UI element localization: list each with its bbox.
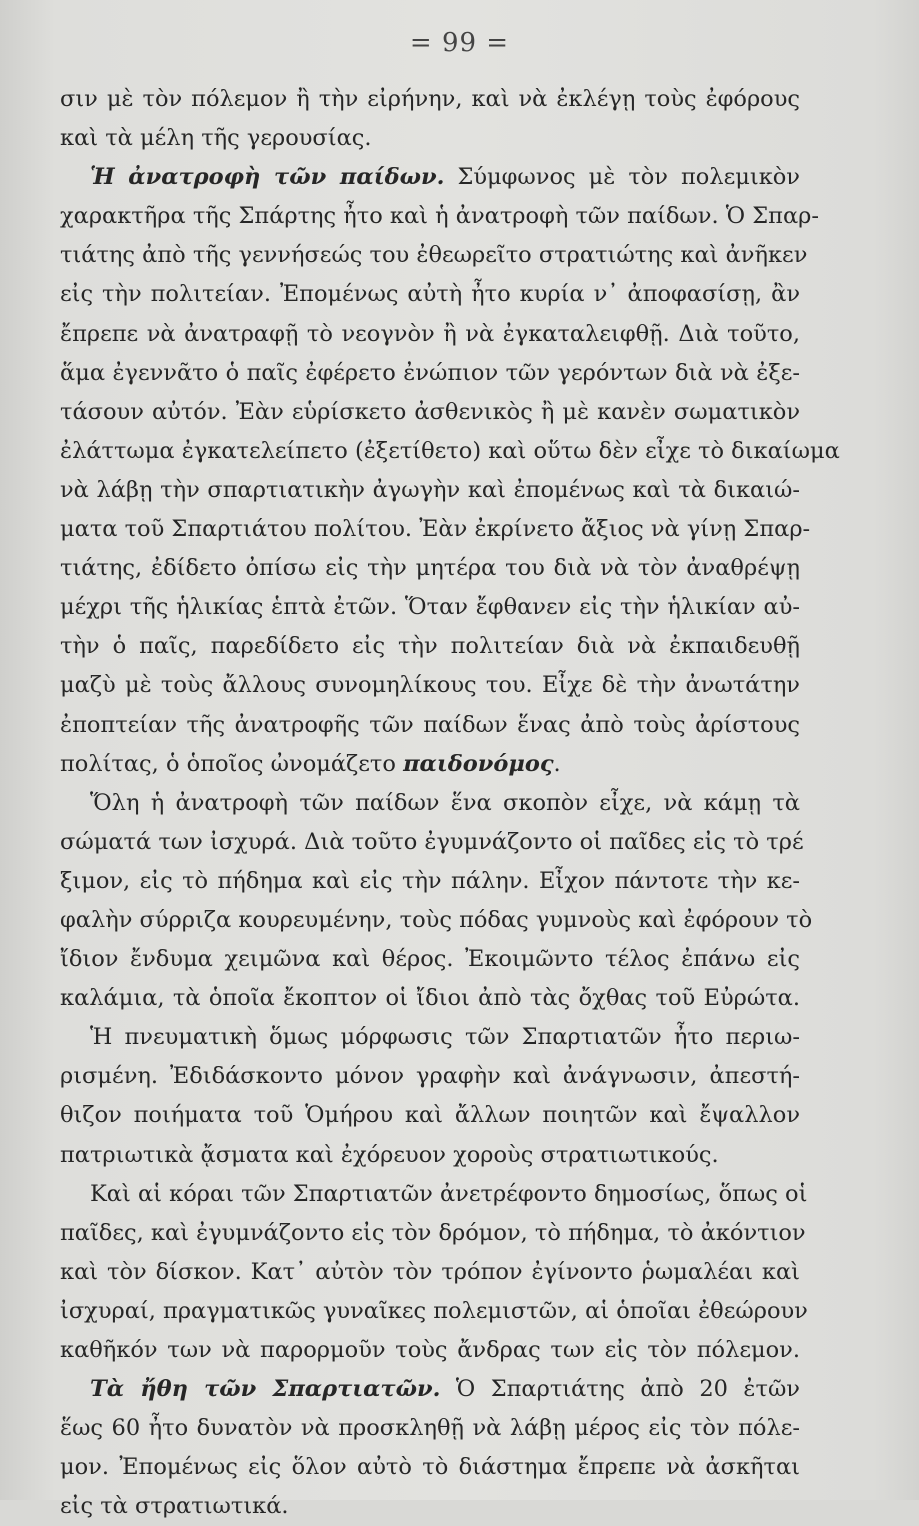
line-text: τὴν ὁ παῖς, παρεδίδετο εἰς τὴν πολιτείαν διὰ νὰ ἐκπαιδευθῇ (60, 633, 800, 660)
line-text: τιάτης ἀπὸ τῆς γεννήσεώς του ἐθεωρεῖτο στρατιώτης καὶ ἀνῆκεν (60, 242, 808, 269)
text-line (60, 1370, 800, 1409)
line-text: εἰς τὴν πολιτείαν. Ἐπομένως αὐτὴ ἦτο κυρία ν᾽ ἀποφασίσῃ, ἂν (60, 281, 800, 308)
line-text: μέχρι τῆς ἡλικίας ἑπτὰ ἐτῶν. Ὅταν ἔφθανεν εἰς τὴν ἡλικίαν αὐ- (60, 594, 800, 621)
section-heading: Ἡ ἀνατροφὴ τῶν παίδων. (90, 164, 445, 191)
text-line (60, 119, 800, 158)
text-line (60, 1136, 800, 1175)
text-line (60, 549, 800, 588)
text-line (60, 80, 800, 119)
text-line (60, 393, 800, 432)
page-number: = 99 = (409, 28, 510, 58)
line-text: μαζὺ μὲ τοὺς ἄλλους συνομηλίκους του. Εἶχε δὲ τὴν ἀνωτάτην (60, 672, 800, 699)
text-line (60, 823, 804, 862)
line-text: Σύμφωνος μὲ τὸν πολεμικὸν (444, 164, 800, 191)
line-text: πατριωτικὰ ᾄσματα καὶ ἐχόρευον χοροὺς στρατιωτικούς. (60, 1141, 719, 1168)
text-line (60, 1409, 800, 1448)
text-line (60, 315, 800, 354)
text-line (60, 979, 800, 1018)
line-text: ἴδιον ἔνδυμα χειμῶνα καὶ θέρος. Ἐκοιμῶντο τέλος ἐπάνω εἰς (60, 946, 800, 973)
text-line (60, 236, 808, 275)
text-line (60, 510, 811, 549)
text-line (60, 354, 800, 393)
line-text: παῖδες, καὶ ἐγυμνάζοντο εἰς τὸν δρόμον, τὸ πήδημα, τὸ ἀκόντιον (60, 1219, 806, 1246)
section-heading: Τὰ ἤθη τῶν Σπαρτιατῶν. (90, 1376, 441, 1403)
line-text: πολίτας, ὁ ὁποῖος ὠνομάζετο (60, 750, 404, 777)
line-text: Ὅλη ἡ ἀνατροφὴ τῶν παίδων ἕνα σκοπὸν εἶχε, νὰ κάμῃ τὰ (90, 789, 800, 816)
text-line (60, 1175, 808, 1214)
emphasized-term: παιδονόμος (403, 750, 554, 777)
line-text: Ὁ Σπαρτιάτης ἀπὸ 20 ἐτῶν (440, 1376, 800, 1403)
line-text: ἕως 60 ἦτο δυνατὸν νὰ προσκληθῇ νὰ λάβῃ μέρος εἰς τὸν πόλε- (60, 1415, 800, 1442)
line-text: σώματά των ἰσχυρά. Διὰ τοῦτο ἐγυμνάζοντο οἱ παῖδες εἰς τὸ τρέ (60, 828, 804, 855)
text-line (60, 197, 819, 236)
line-text: ματα τοῦ Σπαρτιάτου πολίτου. Ἐὰν ἐκρίνετο ἄξιος νὰ γίνῃ Σπαρ- (60, 516, 811, 543)
line-text: μον. Ἐπομένως εἰς ὅλον αὐτὸ τὸ διάστημα ἔπρεπε νὰ ἀσκῆται (60, 1454, 800, 1481)
text-line (60, 1487, 800, 1526)
line-text: καλάμια, τὰ ὁποῖα ἔκοπτον οἱ ἴδιοι ἀπὸ τὰς ὄχθας τοῦ Εὐρώτα. (60, 985, 800, 1012)
line-text: ἐλάττωμα ἐγκατελείπετο (ἐξετίθετο) καὶ οὕτω δὲν εἶχε τὸ δικαίωμα (60, 437, 840, 464)
line-text: τιάτης, ἐδίδετο ὀπίσω εἰς τὴν μητέρα του διὰ νὰ τὸν ἀναθρέψῃ (60, 555, 800, 582)
text-line (60, 940, 800, 979)
line-text: Ἡ πνευματικὴ ὅμως μόρφωσις τῶν Σπαρτιατῶν ἦτο περιω- (90, 1024, 800, 1051)
text-line (60, 1331, 800, 1370)
line-text: ρισμένη. Ἐδιδάσκοντο μόνον γραφὴν καὶ ἀνάγνωσιν, ἀπεστή- (60, 1063, 800, 1090)
text-line (60, 1292, 808, 1331)
line-text: Καὶ αἱ κόραι τῶν Σπαρτιατῶν ἀνετρέφοντο δημοσίως, ὅπως οἱ (90, 1180, 808, 1207)
line-text: σιν μὲ τὸν πόλεμον ἢ τὴν εἰρήνην, καὶ νὰ ἐκλέγῃ τοὺς ἐφόρους (60, 86, 800, 112)
text-line (60, 1214, 806, 1253)
text-line (60, 901, 813, 940)
line-text: εἰς τὰ στρατιωτικά. (60, 1493, 289, 1520)
line-text: τάσουν αὐτόν. Ἐὰν εὑρίσκετο ἀσθενικὸς ἢ μὲ κανὲν σωματικὸν (60, 398, 800, 425)
body-text (60, 80, 840, 1526)
text-line (60, 784, 800, 823)
line-text: θιζον ποιήματα τοῦ Ὁμήρου καὶ ἄλλων ποιητῶν καὶ ἔψαλλον (60, 1102, 800, 1129)
line-text: ἰσχυραί, πραγματικῶς γυναῖκες πολεμιστῶν, αἱ ὁποῖαι ἐθεώρουν (60, 1297, 808, 1324)
text-line (60, 1096, 800, 1135)
line-text: καὶ τὰ μέλη τῆς γερουσίας. (60, 125, 372, 152)
text-line (60, 158, 800, 197)
text-line (60, 745, 800, 784)
line-text: νὰ λάβῃ τὴν σπαρτιατικὴν ἀγωγὴν καὶ ἐπομένως καὶ τὰ δικαιώ- (60, 476, 800, 503)
line-text: ἐποπτείαν τῆς ἀνατροφῆς τῶν παίδων ἕνας ἀπὸ τοὺς ἀρίστους (60, 711, 800, 738)
text-line (60, 627, 800, 666)
line-text: καὶ τὸν δίσκον. Κατ᾽ αὐτὸν τὸν τρόπον ἐγίνοντο ῥωμαλέαι καὶ (60, 1258, 800, 1285)
line-text: ἔπρεπε νὰ ἀνατραφῇ τὸ νεογνὸν ἢ νὰ ἐγκαταλειφθῇ. Διὰ τοῦτο, (60, 320, 800, 347)
text-line (60, 666, 800, 705)
text-line (60, 471, 800, 510)
text-line (60, 432, 840, 471)
line-tail: . (553, 750, 561, 777)
text-line (60, 275, 800, 314)
text-line (60, 862, 800, 901)
text-line (60, 1057, 800, 1096)
text-line (60, 706, 800, 745)
text-line (60, 1448, 800, 1487)
line-text: ἅμα ἐγεννᾶτο ὁ παῖς ἐφέρετο ἐνώπιον τῶν γερόντων διὰ νὰ ἐξε- (60, 359, 800, 386)
line-text: χαρακτῆρα τῆς Σπάρτης ἦτο καὶ ἡ ἀνατροφὴ τῶν παίδων. Ὁ Σπαρ- (60, 203, 819, 230)
text-line (60, 588, 800, 627)
text-line (60, 1018, 800, 1057)
text-line (60, 1253, 800, 1292)
line-text: φαλὴν σύρριζα κουρευμένην, τοὺς πόδας γυμνοὺς καὶ ἐφόρουν τὸ (60, 906, 813, 933)
line-text: ξιμον, εἰς τὸ πήδημα καὶ εἰς τὴν πάλην. Εἶχον πάντοτε τὴν κε- (60, 867, 800, 894)
line-text: καθῆκόν των νὰ παρορμοῦν τοὺς ἄνδρας των εἰς τὸν πόλεμον. (60, 1337, 800, 1363)
